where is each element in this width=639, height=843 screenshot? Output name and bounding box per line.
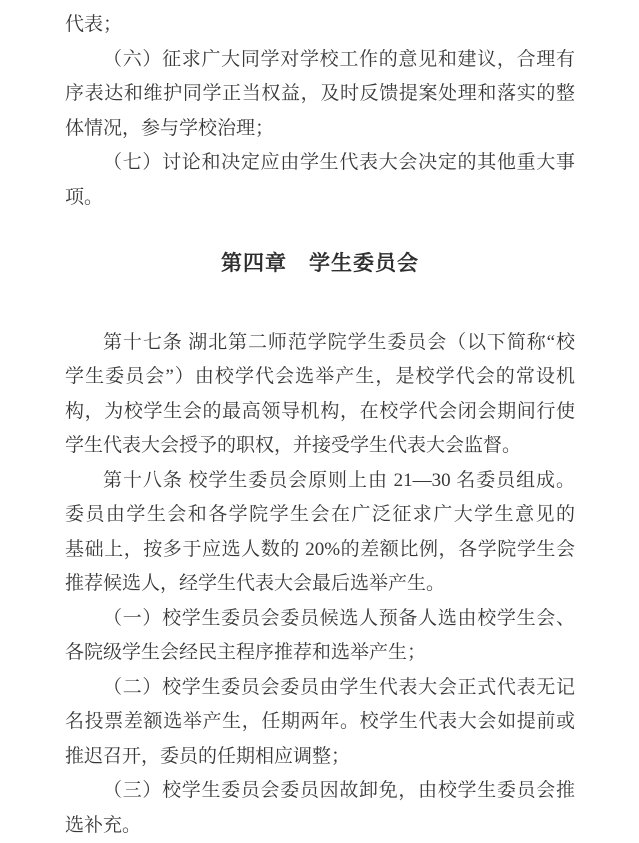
body-line: 各院级学生会经民主程序推荐和选举产生； — [65, 642, 427, 663]
body-line: 体情况，参与学校治理； — [65, 117, 275, 139]
body-line: 选补充。 — [65, 814, 142, 836]
body-line: 序表达和维护同学正当权益，及时反馈提案处理和落实的整 — [65, 83, 575, 104]
body-line: 构，为校学生会的最高领导机构，在校学代会闭会期间行使 — [65, 400, 575, 422]
body-line: 推荐候选人，经学生代表大会最后选举产生。 — [65, 573, 446, 594]
chapter-heading: 第四章 学生委员会 — [221, 252, 419, 275]
body-line: 项。 — [65, 186, 104, 208]
body-line: 代表； — [65, 14, 123, 35]
body-line: 委员由学生会和各学院学生会在广泛征求广大学生意见的 — [65, 504, 575, 525]
body-line: 推迟召开，委员的任期相应调整； — [65, 745, 351, 767]
body-line: 第十七条 湖北第二师范学院学生委员会（以下简称“校 — [103, 331, 575, 353]
body-line: 学生代表大会授予的职权，并接受学生代表大会监督。 — [65, 435, 522, 456]
body-line: 基础上，按多于应选人数的 20%的差额比例，各学院学生会 — [65, 538, 575, 560]
body-line: （三）校学生委员会委员因故卸免，由校学生委员会推 — [103, 780, 575, 801]
body-line: （七）讨论和决定应由学生代表大会决定的其他重大事 — [103, 152, 575, 173]
body-line: 学生委员会”）由校学代会选举产生，是校学代会的常设机 — [65, 366, 575, 387]
body-line: 名投票差额选举产生，任期两年。校学生代表大会如提前或 — [65, 711, 575, 732]
body-line: （二）校学生委员会委员由学生代表大会正式代表无记 — [103, 676, 575, 698]
body-line: （一）校学生委员会委员候选人预备人选由校学生会、 — [103, 607, 575, 629]
body-line: 第十八条 校学生委员会原则上由 21—30 名委员组成。 — [103, 469, 575, 491]
body-line: （六）征求广大同学对学校工作的意见和建议，合理有 — [103, 48, 575, 70]
